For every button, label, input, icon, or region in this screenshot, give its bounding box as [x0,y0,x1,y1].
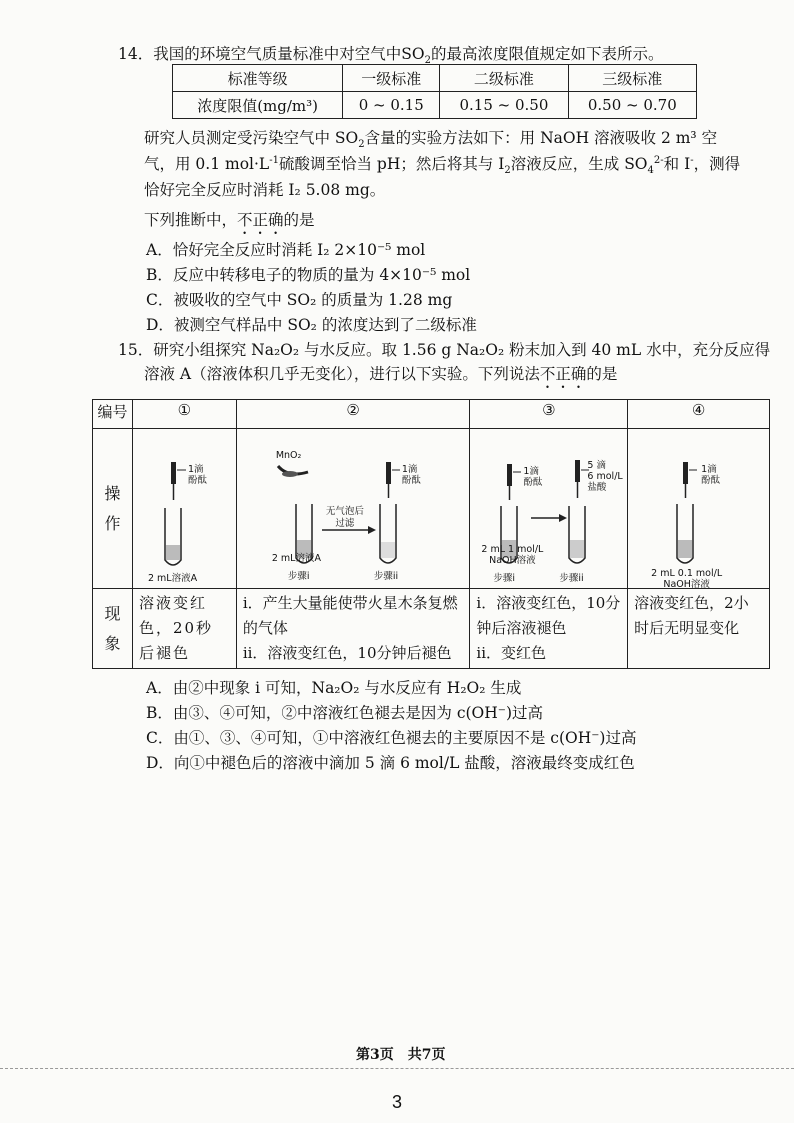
col-header-3: ③ [470,400,628,429]
solution-label: 2 mL 0.1 mol/L NaOH溶液 [651,568,723,590]
table-row-label: 浓度限值(mg/m³) [173,92,343,119]
q15-option-c[interactable]: C．由①、③、④可知，①中溶液红色褪去的主要原因不是 c(OH⁻)过高 [146,729,637,747]
col-header-number: 编号 [93,400,133,429]
row-label-phenomenon: 现 象 [93,589,133,669]
q14-option-c[interactable]: C．被吸收的空气中 SO₂ 的质量为 1.28 mg [146,291,453,309]
q15-option-a[interactable]: A．由②中现象 i 可知，Na₂O₂ 与水反应有 H₂O₂ 生成 [146,679,522,697]
solution-label: 2 mL溶液A [271,553,321,564]
q15-stem-line1: 15．研究小组探究 Na₂O₂ 与水反应。取 1.56 g Na₂O₂ 粉末加入到 40 mL 水中，充分反应得 [118,341,771,359]
drop-label: 1滴 酚酞 [701,464,721,486]
col-header-2: ② [236,400,470,429]
table-header: 二级标准 [440,65,568,92]
q14-option-b[interactable]: B．反应中转移电子的物质的量为 4×10⁻⁵ mol [146,266,471,284]
step-label: 步骤i [493,573,516,584]
mno2-label: MnO₂ [275,450,302,461]
tube-dropper-icon [134,430,238,587]
table-cell: 0 ~ 0.15 [343,92,440,119]
q14-stem: 14．我国的环境空气质量标准中对空气中$SO_2$的最高浓度限值规定如下表所示。 [118,45,664,67]
phenomenon-3: i．溶液变红色，10分钟后溶液褪色 ii．变红色 [470,589,628,669]
table-header: 标准等级 [173,65,343,92]
arrow-label: 无气泡后 过滤 [325,506,364,529]
q14-option-d[interactable]: D．被测空气样品中 SO₂ 的浓度达到了二级标准 [146,316,477,334]
q14-question: 下列推断中，不正确的是 [144,211,315,229]
phenomenon-2: i．产生大量能使带火星木条复燃的气体 ii．溶液变红色，10分钟后褪色 [236,589,470,669]
table-header: 三级标准 [568,65,696,92]
col-header-4: ④ [628,400,770,429]
drop-label: 1滴 酚酞 [187,464,207,486]
operation-diagram-2 [236,429,470,589]
solution-label: 2 mL溶液A [147,573,198,584]
step-label: 步骤ii [559,573,584,584]
q15-option-d[interactable]: D．向①中褪色后的溶液中滴加 5 滴 6 mol/L 盐酸，溶液最终变成红色 [146,754,635,772]
col-header-1: ① [132,400,236,429]
row-label-operation: 操 作 [93,429,133,589]
solution-label: 2 mL 1 mol/L NaOH溶液 [481,544,544,566]
phenomenon-1: 溶液变红色，20秒后褪色 [132,589,236,669]
operation-diagram-3 [470,429,628,589]
table-cell: 0.15 ~ 0.50 [440,92,568,119]
q14-method-line1: 研究人员测定受污染空气中 $SO_2$含量的实验方法如下：用 NaOH 溶液吸收 2 m³ 空 [144,129,718,151]
q15-option-b[interactable]: B．由③、④可知，②中溶液红色褪去是因为 c(OH⁻)过高 [146,704,543,722]
q14-option-a[interactable]: A．恰好完全反应时消耗 I₂ 2×10⁻⁵ mol [146,241,426,259]
experiment-table [92,399,770,669]
drop-label: 1滴 酚酞 [401,464,421,486]
step-label: 步骤i [287,571,310,582]
table-cell: 0.50 ~ 0.70 [568,92,696,119]
step-label: 步骤ii [373,571,399,582]
operation-diagram-4 [628,429,770,589]
q15-stem-line2: 溶液 A（溶液体积几乎无变化），进行以下实验。下列说法不正确的是 [144,365,618,383]
phenomenon-4: 溶液变红色，2小时后无明显变化 [628,589,770,669]
tube-dropper-icon [629,430,771,587]
page-info: 第3页 共7页 [356,1047,446,1063]
footer-divider [0,1068,794,1069]
drop-label: 1滴 酚酞 [523,466,543,488]
q14-method-line2: 气，用 0.1 $mol\cdot L^{-1}$硫酸调至恰当 pH；然后将其与 $I_2$溶液反应，生成 $SO_4^{2-}$和 I-，测得 [144,154,741,177]
q14-method-line3: 恰好完全反应时消耗 I₂ 5.08 mg。 [144,181,386,199]
so2-standard-table [172,64,697,119]
acid-label: 5 滴 6 mol/L 盐酸 [587,460,623,493]
table-header: 一级标准 [343,65,440,92]
operation-diagram-1 [132,429,236,589]
page-number: 3 [392,1092,403,1112]
